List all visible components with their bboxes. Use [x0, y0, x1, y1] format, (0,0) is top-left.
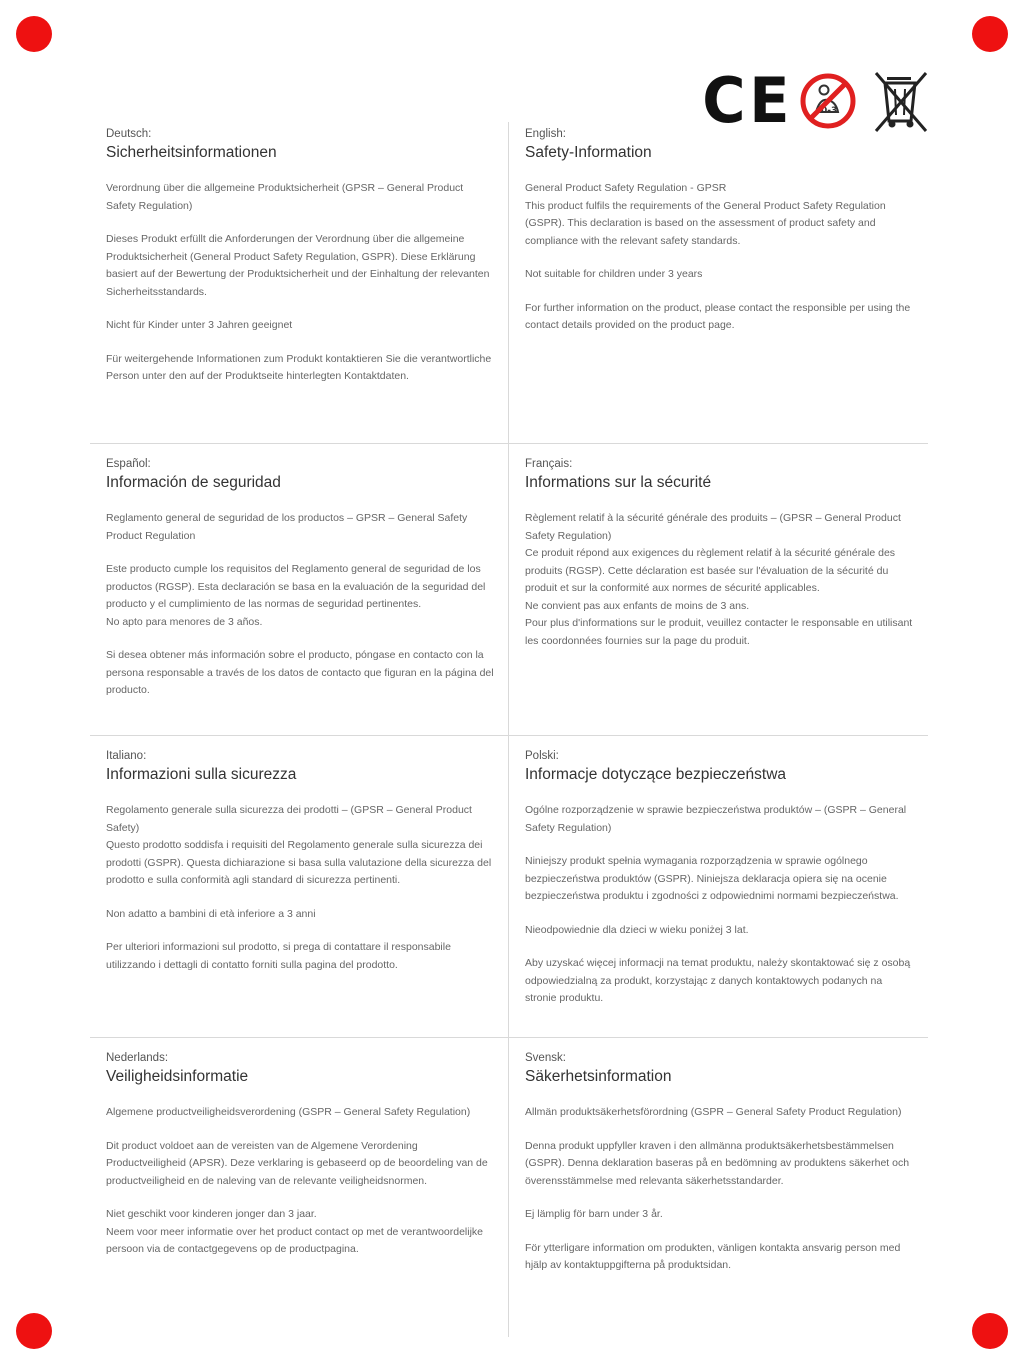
- section-paragraph: Algemene productveiligheidsverordening (GSPR – General Safety Regulation): [106, 1106, 471, 1118]
- section-title: Sicherheitsinformationen: [106, 144, 277, 161]
- section-language: Polski:: [525, 750, 559, 762]
- section-paragraph: Reglamento general de seguridad de los productos – GPSR – General Safety Product Regulation: [106, 512, 468, 542]
- age-label: 0-3: [821, 106, 838, 116]
- section-svensk: [509, 1038, 928, 1337]
- section-language: Deutsch:: [106, 128, 152, 140]
- section-paragraph: Für weitergehende Informationen zum Produkt kontaktieren Sie die verantwortliche Person unter den auf der Produktseite hinterlegten Kontaktdaten.: [106, 352, 492, 382]
- ce-mark: CE: [702, 64, 794, 137]
- section-nederlands: [90, 1038, 509, 1337]
- section-language: Svensk:: [525, 1052, 566, 1064]
- registration-dot-bottom-right: [972, 1313, 1008, 1349]
- section-title: Informations sur la sécurité: [525, 474, 712, 491]
- section-english: [509, 122, 928, 444]
- safety-info-grid: [90, 122, 928, 1337]
- section-paragraph: Ogólne rozporządzenie w sprawie bezpieczeństwa produktów – (GSPR – General Safety Regulation): [525, 804, 907, 834]
- section-language: Italiano:: [106, 750, 147, 762]
- section-paragraph: Dieses Produkt erfüllt die Anforderungen der Verordnung über die allgemeine Produktsicherheit (General Product Safety Regulation, GSPR). Diese Erklärung basiert auf der Bewertung der Produktsicherheit und der Einhaltung der relevanten Sicherheitsstandards.: [106, 233, 490, 298]
- section-paragraph: Allmän produktsäkerhetsförordning (GSPR – General Safety Product Regulation): [525, 1106, 902, 1118]
- section-title: Información de seguridad: [106, 474, 281, 491]
- section-espanol: [90, 444, 509, 736]
- section-paragraph: Ej lämplig för barn under 3 år.: [525, 1208, 663, 1220]
- section-language: Français:: [525, 458, 573, 470]
- registration-dot-top-left: [16, 16, 52, 52]
- section-language: Español:: [106, 458, 151, 470]
- section-paragraph: Verordnung über die allgemeine Produktsicherheit (GPSR – General Product Safety Regulation): [106, 182, 464, 212]
- section-paragraph: For further information on the product, please contact the responsible per using the contact details provided on the product page.: [525, 301, 911, 331]
- section-deutsch: [90, 122, 509, 444]
- section-paragraph: Non adatto a bambini di età inferiore a 3 anni: [106, 907, 316, 920]
- section-paragraph: General Product Safety Regulation - GPSR This product fulfils the requirements of the General Product Safety Regulation (GSPR). This declaration is based on the assessment of product safety and compliance with the relevant safety standards.: [525, 182, 886, 247]
- section-paragraph: Denna produkt uppfyller kraven i den allmänna produktsäkerhetsbestämmelsen (GSPR). Denna deklaration baseras på en bedömning av produktens säkerhet och överensstämmelse med relevanta säkerhetsstandarder.: [525, 1139, 910, 1187]
- section-paragraph: Regolamento generale sulla sicurezza dei prodotti – (GPSR – General Product Safety) Questo prodotto soddisfa i requisiti del Regolamento generale sulla sicurezza dei prodotti (GSPR). Questa dichiarazione si basa sulla valutazione della sicurezza del prodotto e sulla conformità agli standard di sicurezza pertinenti.: [106, 804, 492, 886]
- section-paragraph: Règlement relatif à la sécurité générale des produits – (GPSR – General Product Safety Regulation) Ce produit répond aux exigences du règlement relatif à la sécurité générale des produits (RGSP). Cette déclaration est basée sur l'évaluation de la sécurité du produit et sur la conformité aux normes de sécurité applicables. Ne convient pas aux enfants de moins de 3 ans. Pour plus d'informations sur le produit, veuillez contacter le responsable en utilisant les coordonnées fournies sur la page du produit.: [525, 512, 913, 647]
- section-title: Säkerhetsinformation: [525, 1068, 672, 1085]
- registration-dot-top-right: [972, 16, 1008, 52]
- section-paragraph: Este producto cumple los requisitos del Reglamento general de seguridad de los productos (RGSP). Esta declaración se basa en la evaluación de la seguridad del producto y el cumplimiento de las normas de seguridad pertinentes. No apto para menores de 3 años.: [106, 563, 486, 628]
- section-language: English:: [525, 128, 566, 140]
- section-paragraph: Niniejszy produkt spełnia wymagania rozporządzenia w sprawie ogólnego bezpieczeństwa produktów (GSPR). Niniejsza deklaracja opiera się na ocenie bezpieczeństwa produktu i zgodności z odpowiednimi normami bezpieczeństwa.: [525, 855, 899, 902]
- section-title: Informazioni sulla sicurezza: [106, 766, 297, 783]
- section-francais: [509, 444, 928, 736]
- section-title: Safety-Information: [525, 144, 652, 161]
- section-title: Informacje dotyczące bezpieczeństwa: [525, 766, 787, 783]
- registration-dot-bottom-left: [16, 1313, 52, 1349]
- section-paragraph: Aby uzyskać więcej informacji na temat produktu, należy skontaktować się z osobą odpowiedzialną za produkt, korzystając z danych kontaktowych podanych na stronie produktu.: [525, 957, 911, 1004]
- section-title: Veiligheidsinformatie: [106, 1068, 249, 1085]
- section-paragraph: Niet geschikt voor kinderen jonger dan 3 jaar. Neem voor meer informatie over het product contact op met de verantwoordelijke persoon via de contactgegevens op de productpagina.: [106, 1208, 484, 1255]
- section-paragraph: Nieodpowiednie dla dzieci w wieku poniżej 3 lat.: [525, 923, 749, 936]
- section-paragraph: För ytterligare information om produkten, vänligen kontakta ansvarig person med hjälp av kontaktuppgifterna på produktsidan.: [525, 1241, 901, 1271]
- section-polski: [509, 736, 928, 1038]
- section-paragraph: Si desea obtener más información sobre el producto, póngase en contacto con la persona responsable a través de los datos de contacto que figuran en la página del producto.: [106, 649, 494, 696]
- section-italiano: [90, 736, 509, 1038]
- section-paragraph: Nicht für Kinder unter 3 Jahren geeignet: [106, 319, 293, 331]
- section-paragraph: Dit product voldoet aan de vereisten van de Algemene Verordening Productveiligheid (APSR). Deze verklaring is gebaseerd op de beoordeling van de productveiligheid en de naleving van de relevante veiligheidsnormen.: [106, 1139, 488, 1187]
- section-language: Nederlands:: [106, 1052, 169, 1064]
- section-paragraph: Per ulteriori informazioni sul prodotto, si prega di contattare il responsabile utilizzando i dettagli di contatto forniti sulla pagina del prodotto.: [106, 941, 451, 971]
- section-paragraph: Not suitable for children under 3 years: [525, 268, 703, 280]
